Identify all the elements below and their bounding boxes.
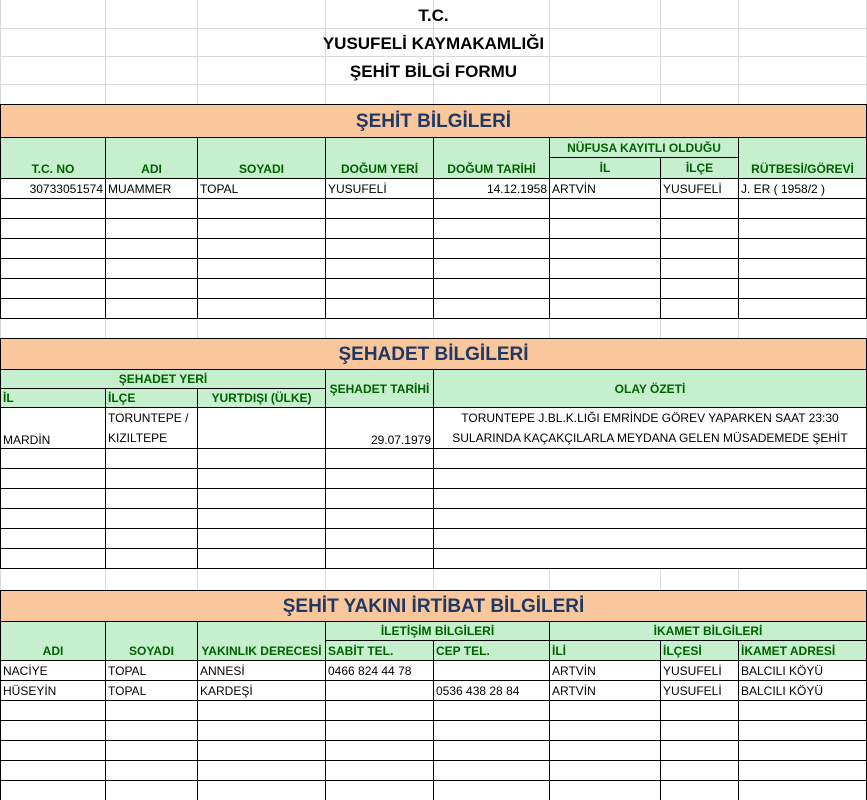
header-ikamet-adresi: İKAMET ADRESİ xyxy=(738,640,867,661)
table-cell[interactable] xyxy=(549,740,661,761)
table-cell[interactable] xyxy=(197,508,326,529)
table-cell[interactable] xyxy=(738,760,867,781)
header-ilce: İLÇE xyxy=(660,157,739,179)
table-cell[interactable] xyxy=(433,548,867,569)
table-cell[interactable] xyxy=(0,258,106,279)
table-cell[interactable] xyxy=(105,780,198,800)
table-cell[interactable] xyxy=(197,740,326,761)
section-title-irtibat: ŞEHİT YAKINI İRTİBAT BİLGİLERİ xyxy=(0,590,867,622)
table-cell[interactable] xyxy=(0,548,106,569)
table-cell[interactable] xyxy=(433,720,550,741)
sehadet-ilce-line2: KIZILTEPE xyxy=(108,431,168,445)
table-cell[interactable] xyxy=(325,198,434,219)
gridline xyxy=(0,28,867,29)
table-cell[interactable] xyxy=(105,740,198,761)
table-cell[interactable] xyxy=(325,528,434,549)
table-cell[interactable] xyxy=(433,218,550,239)
table-cell[interactable] xyxy=(738,720,867,741)
table-cell[interactable] xyxy=(0,238,106,259)
sehadet-yurtdisi[interactable] xyxy=(197,407,326,449)
table-cell[interactable] xyxy=(549,278,661,299)
olay-ozeti-line1: TORUNTEPE J.BL.K.LIĞI EMRİNDE GÖREV YAPARKEN SAAT 23:30 xyxy=(461,411,839,425)
table-cell[interactable] xyxy=(325,780,434,800)
table-cell[interactable] xyxy=(0,198,106,219)
sehadet-tarih[interactable]: 29.07.1979 xyxy=(325,407,434,449)
table-cell[interactable] xyxy=(105,298,198,319)
table-cell[interactable] xyxy=(197,278,326,299)
gridline xyxy=(197,568,198,590)
table-cell[interactable] xyxy=(549,298,661,319)
table-cell[interactable] xyxy=(738,278,867,299)
gridline xyxy=(0,318,1,338)
table-cell[interactable]: YUSUFELİ xyxy=(660,178,739,199)
table-cell[interactable] xyxy=(433,700,550,721)
table-cell[interactable] xyxy=(325,740,434,761)
table-cell[interactable] xyxy=(325,720,434,741)
table-cell[interactable] xyxy=(660,218,739,239)
table-cell[interactable] xyxy=(549,760,661,781)
header-ikamet-ilcesi: İLÇESİ xyxy=(660,640,739,661)
gridline xyxy=(738,318,739,338)
table-cell[interactable] xyxy=(738,740,867,761)
title-kaymakamlik: YUSUFELİ KAYMAKAMLIĞI xyxy=(322,33,545,53)
gridline xyxy=(0,84,867,85)
table-cell[interactable] xyxy=(660,720,739,741)
table-cell[interactable]: YUSUFELİ xyxy=(660,680,739,701)
table-cell[interactable] xyxy=(549,218,661,239)
header-yakinlik: YAKINLIK DERECESİ xyxy=(197,621,326,661)
table-cell[interactable] xyxy=(197,760,326,781)
gridline xyxy=(0,568,1,590)
gridline xyxy=(549,318,550,338)
table-cell[interactable] xyxy=(105,218,198,239)
gridline xyxy=(105,318,106,338)
table-cell[interactable] xyxy=(0,468,106,489)
header-sehadet-tarihi: ŞEHADET TARİHİ xyxy=(325,369,434,408)
table-cell[interactable] xyxy=(105,488,198,509)
header-soyadi: SOYADI xyxy=(197,137,326,179)
table-cell[interactable] xyxy=(660,278,739,299)
table-cell[interactable] xyxy=(433,528,867,549)
gridline xyxy=(325,318,326,338)
table-cell[interactable] xyxy=(197,700,326,721)
table-cell[interactable] xyxy=(660,740,739,761)
table-cell[interactable] xyxy=(433,278,550,299)
table-cell[interactable]: 30733051574 xyxy=(0,178,106,199)
table-cell[interactable] xyxy=(549,780,661,800)
table-cell[interactable] xyxy=(0,760,106,781)
table-cell[interactable] xyxy=(105,278,198,299)
table-cell[interactable] xyxy=(0,720,106,741)
header-il: İL xyxy=(549,157,661,179)
table-cell[interactable]: NACİYE xyxy=(0,660,106,681)
section-title-sehadet: ŞEHADET BİLGİLERİ xyxy=(0,338,867,370)
olay-ozeti-line2: SULARINDA KAÇAKÇILARLA MEYDANA GELEN MÜSADEMEDE ŞEHİT xyxy=(452,431,848,445)
table-cell[interactable]: ANNESİ xyxy=(197,660,326,681)
table-cell[interactable] xyxy=(325,258,434,279)
table-cell[interactable] xyxy=(433,660,550,681)
header-olay-ozeti: OLAY ÖZETİ xyxy=(433,369,867,408)
table-cell[interactable] xyxy=(738,780,867,800)
header-dogum-yeri: DOĞUM YERİ xyxy=(325,137,434,179)
gridline xyxy=(105,568,106,590)
table-cell[interactable] xyxy=(325,508,434,529)
table-cell[interactable] xyxy=(197,448,326,469)
table-cell[interactable]: TOPAL xyxy=(197,178,326,199)
table-cell[interactable]: J. ER ( 1958/2 ) xyxy=(738,178,867,199)
gridline xyxy=(660,568,661,590)
header-yakin-soyadi: SOYADI xyxy=(105,621,198,661)
gridline xyxy=(433,568,434,590)
table-cell[interactable] xyxy=(660,258,739,279)
header-yurtdisi: YURTDIŞI (ÜLKE) xyxy=(197,388,326,408)
table-cell[interactable] xyxy=(433,238,550,259)
table-cell[interactable] xyxy=(549,720,661,741)
table-cell[interactable] xyxy=(738,218,867,239)
table-cell[interactable] xyxy=(325,238,434,259)
table-cell[interactable] xyxy=(433,508,867,529)
gridline xyxy=(660,318,661,338)
table-cell[interactable] xyxy=(433,760,550,781)
table-cell[interactable] xyxy=(433,198,550,219)
table-cell[interactable] xyxy=(105,760,198,781)
header-yakin-adi: ADI xyxy=(0,621,106,661)
gridline xyxy=(433,318,434,338)
table-cell[interactable] xyxy=(105,700,198,721)
table-cell[interactable] xyxy=(325,278,434,299)
table-cell[interactable]: ARTVİN xyxy=(549,680,661,701)
table-cell[interactable] xyxy=(105,258,198,279)
table-cell[interactable] xyxy=(105,468,198,489)
table-cell[interactable]: KARDEŞİ xyxy=(197,680,326,701)
table-cell[interactable] xyxy=(0,218,106,239)
table-cell[interactable] xyxy=(738,198,867,219)
table-cell[interactable] xyxy=(325,298,434,319)
table-cell[interactable] xyxy=(197,198,326,219)
table-cell[interactable] xyxy=(660,238,739,259)
table-cell[interactable] xyxy=(325,448,434,469)
table-cell[interactable] xyxy=(197,298,326,319)
table-cell[interactable] xyxy=(0,448,106,469)
header-sehadet-yeri-group: ŞEHADET YERİ xyxy=(0,369,326,389)
table-cell[interactable] xyxy=(325,488,434,509)
sehadet-olay-ozeti[interactable] xyxy=(433,407,867,449)
gridline xyxy=(0,56,867,57)
table-cell[interactable] xyxy=(738,298,867,319)
table-cell[interactable] xyxy=(105,448,198,469)
table-cell[interactable] xyxy=(197,488,326,509)
table-cell[interactable] xyxy=(197,258,326,279)
table-cell[interactable]: MUAMMER xyxy=(105,178,198,199)
table-cell[interactable] xyxy=(660,700,739,721)
title-tc: T.C. xyxy=(418,5,449,25)
table-cell[interactable] xyxy=(0,740,106,761)
table-cell[interactable] xyxy=(197,468,326,489)
table-cell[interactable]: YUSUFELİ xyxy=(325,178,434,199)
table-cell[interactable] xyxy=(325,218,434,239)
table-cell[interactable] xyxy=(325,700,434,721)
table-cell[interactable]: TOPAL xyxy=(105,660,198,681)
table-cell[interactable] xyxy=(197,780,326,800)
gridline xyxy=(738,568,739,590)
table-cell[interactable] xyxy=(0,508,106,529)
header-sabit-tel: SABİT TEL. xyxy=(325,640,434,661)
table-cell[interactable] xyxy=(433,488,867,509)
header-ikamet-group: İKAMET BİLGİLERİ xyxy=(549,621,867,641)
table-cell[interactable] xyxy=(0,700,106,721)
table-cell[interactable] xyxy=(433,740,550,761)
section-title-sehit: ŞEHİT BİLGİLERİ xyxy=(0,104,867,138)
gridline xyxy=(325,568,326,590)
table-cell[interactable] xyxy=(0,278,106,299)
table-cell[interactable] xyxy=(549,258,661,279)
table-cell[interactable] xyxy=(0,528,106,549)
table-cell[interactable] xyxy=(433,298,550,319)
table-cell[interactable] xyxy=(549,700,661,721)
table-cell[interactable] xyxy=(433,448,867,469)
table-cell[interactable] xyxy=(105,508,198,529)
table-cell[interactable] xyxy=(660,198,739,219)
table-cell[interactable]: TOPAL xyxy=(105,680,198,701)
header-sehadet-il: İL xyxy=(0,388,106,408)
header-adi: ADI xyxy=(105,137,198,179)
table-cell[interactable] xyxy=(738,258,867,279)
table-cell[interactable] xyxy=(325,760,434,781)
table-cell[interactable] xyxy=(105,528,198,549)
sehadet-ilce-line1: TORUNTEPE / xyxy=(108,411,189,425)
table-cell[interactable] xyxy=(549,238,661,259)
header-tc-no: T.C. NO xyxy=(0,137,106,179)
table-cell[interactable]: 0536 438 28 84 xyxy=(433,680,550,701)
table-cell[interactable] xyxy=(433,780,550,800)
table-cell[interactable] xyxy=(105,720,198,741)
title-form: ŞEHİT BİLGİ FORMU xyxy=(349,61,518,81)
table-cell[interactable] xyxy=(105,198,198,219)
header-sehadet-ilce: İLÇE xyxy=(105,388,198,408)
table-cell[interactable] xyxy=(325,680,434,701)
header-dogum-tarihi: DOĞUM TARİHİ xyxy=(433,137,550,179)
header-ikamet-ili: İLİ xyxy=(549,640,661,661)
table-cell[interactable] xyxy=(0,780,106,800)
table-cell[interactable]: ARTVİN xyxy=(549,660,661,681)
table-cell[interactable]: 0466 824 44 78 xyxy=(325,660,434,681)
table-cell[interactable] xyxy=(0,488,106,509)
table-cell[interactable] xyxy=(197,218,326,239)
table-cell[interactable] xyxy=(0,298,106,319)
table-cell[interactable] xyxy=(197,720,326,741)
table-cell[interactable] xyxy=(549,198,661,219)
table-cell[interactable] xyxy=(433,258,550,279)
table-cell[interactable]: ARTVİN xyxy=(549,178,661,199)
table-cell[interactable] xyxy=(197,548,326,569)
header-rutbe: RÜTBESİ/GÖREVİ xyxy=(738,137,867,179)
table-cell[interactable] xyxy=(105,548,198,569)
table-cell[interactable] xyxy=(660,780,739,800)
table-cell[interactable] xyxy=(105,238,198,259)
sehadet-il[interactable]: MARDİN xyxy=(0,407,106,449)
sehadet-ilce[interactable] xyxy=(105,407,198,449)
table-cell[interactable] xyxy=(325,548,434,569)
table-cell[interactable] xyxy=(738,238,867,259)
table-cell[interactable]: HÜSEYİN xyxy=(0,680,106,701)
table-cell[interactable] xyxy=(325,468,434,489)
table-cell[interactable] xyxy=(660,298,739,319)
table-cell[interactable] xyxy=(660,760,739,781)
header-nufus-group: NÜFUSA KAYITLI OLDUĞU xyxy=(549,137,739,158)
table-cell[interactable] xyxy=(433,468,867,489)
table-cell[interactable]: BALCILI KÖYÜ xyxy=(738,680,867,701)
table-cell[interactable]: BALCILI KÖYÜ xyxy=(738,660,867,681)
table-cell[interactable] xyxy=(197,528,326,549)
table-cell[interactable] xyxy=(738,700,867,721)
header-cep-tel: CEP TEL. xyxy=(433,640,550,661)
table-cell[interactable] xyxy=(197,238,326,259)
header-iletisim-group: İLETİŞİM BİLGİLERİ xyxy=(325,621,550,641)
table-cell[interactable]: YUSUFELİ xyxy=(660,660,739,681)
gridline xyxy=(549,568,550,590)
gridline xyxy=(197,318,198,338)
table-cell[interactable]: 14.12.1958 xyxy=(433,178,550,199)
